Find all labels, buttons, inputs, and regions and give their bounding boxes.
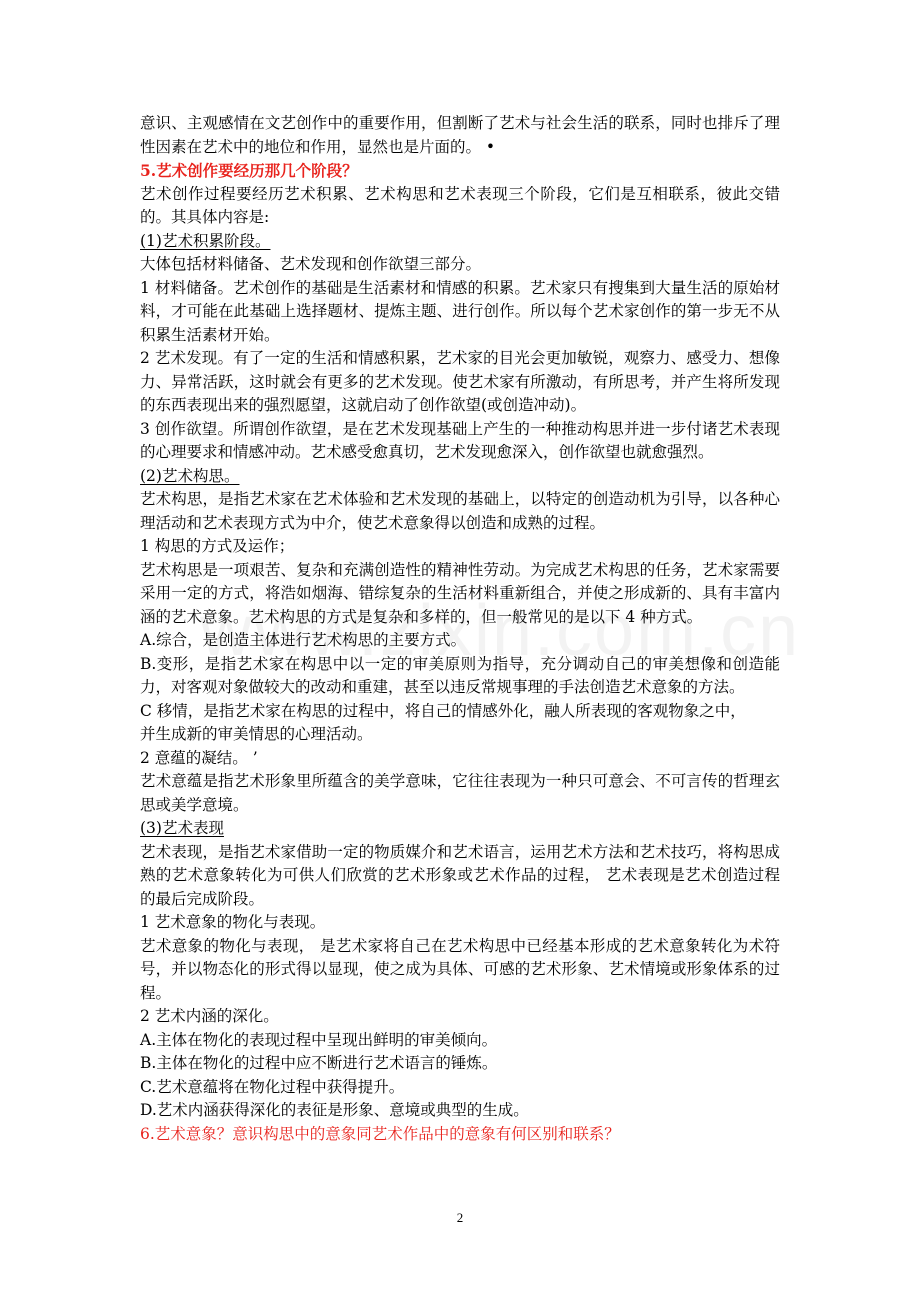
paragraph: A.主体在物化的表现过程中呈现出鲜明的审美倾向。 — [140, 1030, 498, 1049]
paragraph: D.艺术内涵获得深化的表征是形象、意境或典型的生成。 — [140, 1101, 529, 1119]
paragraph: 并生成新的审美情思的心理活动。 — [140, 725, 373, 743]
paragraph: 2 艺术发现。有了一定的生活和情感积累，艺术家的目光会更加敏锐，观察力、感受力、想像力、异常活跃，这时就会有更多的艺术发现。使艺术家有所激动，有所思考，并产生将所发现的东西表现出来的强烈愿望，这就启动了创作欲望(或创造冲动)。 — [140, 349, 780, 414]
paragraph: 意识、主观感情在文艺创作中的重要作用，但割断了艺术与社会生活的联系，同时也排斥了理性因素在艺术中的地位和作用，显然也是片面的。 • — [140, 114, 780, 156]
paragraph: 艺术构思是一项艰苦、复杂和充满创造性的精神性劳动。为完成艺术构思的任务，艺术家需要采用一定的方式，将浩如烟海、错综复杂的生活材料重新组合，并使之形成新的、具有丰富内涵的艺术意象。艺术构思的方式是复杂和多样的，但一般常见的是以下 4 种方式。 — [140, 560, 780, 626]
paragraph: 3 创作欲望。所谓创作欲望，是在艺术发现基础上产生的一种推动构思并进一步付诸艺术表现的心理要求和情感冲动。艺术感受愈真切，艺术发现愈深入，创作欲望也就愈强烈。 — [140, 419, 780, 461]
paragraph: 艺术意象的物化与表现， 是艺术家将自己在艺术构思中已经基本形成的艺术意象转化为术符号，并以物态化的形式得以显现，使之成为具体、可感的艺术形象、艺术情境或形象体系的过程。 — [140, 936, 780, 1002]
paragraph: C 移情，是指艺术家在构思的过程中，将自己的情感外化，融人所表现的客观物象之中， — [140, 701, 746, 720]
page-number: 2 — [456, 1210, 464, 1225]
paragraph: 1 材料储备。艺术创作的基础是生活素材和情感的积累。艺术家只有搜集到大量生活的原始材料，才可能在此基础上选择题材、提炼主题、进行创作。所以每个艺术家创作的第一步无不从积累生活素材开始。 — [140, 278, 780, 344]
paragraph: 2 意蕴的凝结。 ’ — [140, 748, 258, 767]
paragraph: 大体包括材料储备、艺术发现和创作欲望三部分。 — [140, 255, 482, 273]
paragraph: 艺术意蕴是指艺术形象里所蕴含的美学意味，它往往表现为一种只可意会、不可言传的哲理玄思或美学意境。 — [140, 772, 780, 814]
section-heading: 6.艺术意象？意识构思中的意象同艺术作品中的意象有何区别和联系？ — [140, 1124, 620, 1143]
paragraph: A.综合，是创造主体进行艺术构思的主要方式。 — [140, 631, 467, 649]
paragraph: 1 艺术意象的物化与表现。 — [140, 913, 326, 931]
paragraph: 2 艺术内涵的深化。 — [140, 1007, 279, 1025]
paragraph: C.艺术意蕴将在物化过程中获得提升。 — [140, 1077, 405, 1096]
paragraph: 艺术表现，是指艺术家借助一定的物质媒介和艺术语言，运用艺术方法和艺术技巧，将构思成熟的艺术意象转化为可供人们欣赏的艺术形象或艺术作品的过程， 艺术表现是艺术创造过程的最后完成阶段。 — [140, 842, 780, 908]
paragraph: 艺术构思，是指艺术家在艺术体验和艺术发现的基础上，以特定的创造动机为引导，以各种心理活动和艺术表现方式为中介，使艺术意象得以创造和成熟的过程。 — [140, 490, 780, 532]
section-heading: 5.艺术创作要经历那几个阶段？ — [140, 161, 358, 180]
paragraph: 艺术创作过程要经历艺术积累、艺术构思和艺术表现三个阶段，它们是互相联系，彼此交错的。其具体内容是: — [140, 184, 780, 226]
paragraph: B.变形，是指艺术家在构思中以一定的审美原则为指导，充分调动自己的审美想像和创造能力，对客观对象做较大的改动和重建，甚至以违反常规事理的手法创造艺术意象的方法。 — [140, 654, 780, 696]
paragraph: B.主体在物化的过程中应不断进行艺术语言的锤炼。 — [140, 1054, 498, 1072]
document-body — [140, 112, 780, 1146]
subsection-title: (1)艺术积累阶段。 — [140, 231, 271, 250]
paragraph: 1 构思的方式及运作； — [140, 537, 295, 555]
subsection-title: (2)艺术构思。 — [140, 466, 240, 485]
subsection-title: (3)艺术表现 — [140, 819, 224, 837]
